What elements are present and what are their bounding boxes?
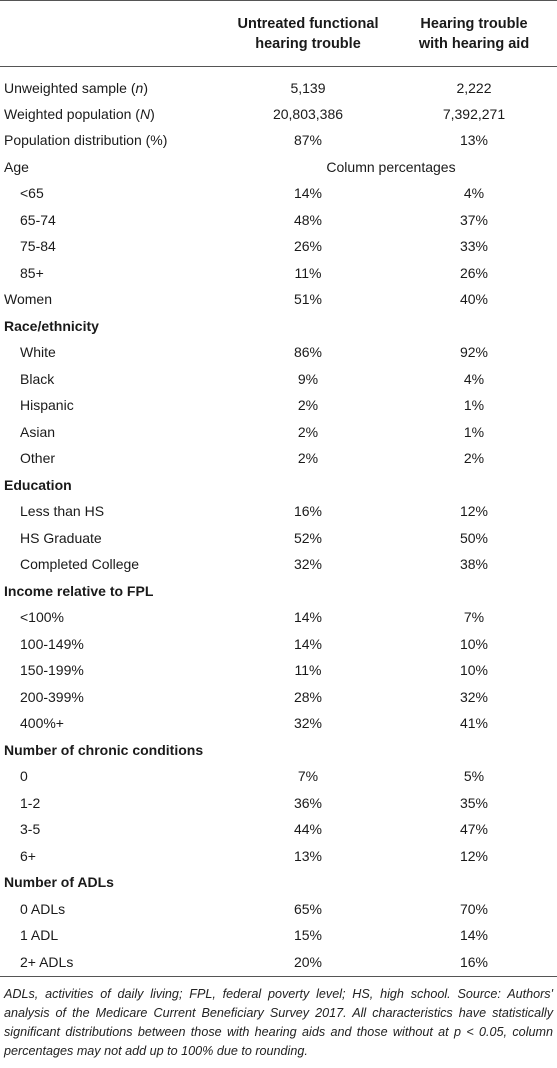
value-untreated: 14% (293, 185, 323, 202)
row-label-text: 65-74 (20, 211, 56, 228)
row-label-text: Asian (20, 423, 56, 440)
value-untreated: 13% (293, 847, 323, 864)
value-hearing-aid: 4% (463, 185, 485, 202)
value-hearing-aid: 37% (459, 211, 489, 228)
table-row (0, 684, 557, 711)
empty-cell (391, 472, 557, 499)
table-row (0, 790, 557, 817)
value-hearing-aid: 92% (459, 344, 489, 361)
row-label-text: Number of ADLs (4, 874, 114, 891)
footnote-text: ADLs, activities of daily living; FPL, federal poverty level; HS, high school. Source: Authors' analysis of the Medicare Current Beneficiary Survey 2017. All characteristics have statistically significant distributions between those with hearing aids and those without at (4, 987, 553, 1039)
value-hearing-aid: 12% (459, 503, 489, 520)
row-label (0, 578, 225, 605)
row-label-text: 400%+ (20, 715, 64, 732)
value-hearing-aid: 1% (463, 423, 485, 440)
row-label (0, 339, 225, 366)
row-label (0, 763, 225, 790)
empty-cell (391, 578, 557, 605)
row-label (0, 180, 225, 207)
value-hearing-aid: 40% (459, 291, 489, 308)
value-hearing-aid: 33% (459, 238, 489, 255)
value-untreated: 7% (297, 768, 319, 785)
table-row (0, 843, 557, 870)
row-label (0, 207, 225, 234)
table-row (0, 604, 557, 631)
table-footnote (0, 977, 557, 1061)
row-label-text: Less than HS (20, 503, 105, 520)
row-label (0, 869, 225, 896)
row-label (0, 313, 225, 340)
table-row (0, 896, 557, 923)
section-header-row (0, 313, 557, 340)
row-label-text: Other (20, 450, 56, 467)
value-untreated: 32% (293, 715, 323, 732)
row-label-text: Number of chronic conditions (4, 741, 204, 758)
row-label-text: Income relative to FPL (4, 582, 154, 599)
row-label (0, 604, 225, 631)
row-label-end: ) (143, 79, 148, 96)
row-label (0, 419, 225, 446)
value-hearing-aid: 10% (459, 635, 489, 652)
value-hearing-aid: 32% (459, 688, 489, 705)
value-untreated: 86% (293, 344, 323, 361)
value-untreated: 2% (297, 397, 319, 414)
value-hearing-aid: 38% (459, 556, 489, 573)
row-label-text: Education (4, 476, 72, 493)
value-hearing-aid: 2,222 (456, 79, 492, 96)
row-label-text: 6+ (20, 847, 36, 864)
table-header (0, 1, 557, 67)
value-untreated: 28% (293, 688, 323, 705)
row-label (0, 472, 225, 499)
row-label-text: Weighted population ( (4, 105, 140, 122)
value-hearing-aid: 10% (459, 662, 489, 679)
empty-cell (225, 472, 391, 499)
value-untreated: 2% (297, 450, 319, 467)
value-untreated: 15% (293, 927, 323, 944)
empty-cell (391, 737, 557, 764)
value-hearing-aid: 7% (463, 609, 485, 626)
value-hearing-aid: 4% (463, 370, 485, 387)
row-label-text: 1 ADL (20, 927, 59, 944)
empty-cell (391, 869, 557, 896)
value-untreated: 20% (293, 954, 323, 971)
row-label-end: ) (150, 105, 155, 122)
row-label (0, 286, 225, 313)
footnote-text-end: < 0.05, column percentages may not add up to 100% due to rounding. (4, 1025, 553, 1058)
header-hearing-aid-line2: with hearing aid (418, 35, 530, 52)
row-label (0, 154, 225, 181)
value-untreated: 52% (293, 529, 323, 546)
value-hearing-aid: 47% (459, 821, 489, 838)
table-row (0, 657, 557, 684)
value-hearing-aid: 14% (459, 927, 489, 944)
value-hearing-aid: 7,392,271 (442, 105, 506, 122)
empty-cell (225, 869, 391, 896)
value-hearing-aid: 12% (459, 847, 489, 864)
row-label (0, 366, 225, 393)
value-hearing-aid: 16% (459, 954, 489, 971)
row-label (0, 790, 225, 817)
table-row (0, 445, 557, 472)
value-hearing-aid: 50% (459, 529, 489, 546)
row-label-text: 85+ (20, 264, 44, 281)
value-hearing-aid: 70% (459, 900, 489, 917)
row-label (0, 843, 225, 870)
table-row (0, 763, 557, 790)
row-label-text: 3-5 (20, 821, 41, 838)
table-row (0, 67, 557, 101)
table-row (0, 525, 557, 552)
row-label-text: Completed College (20, 556, 140, 573)
row-label-text: 75-84 (20, 238, 56, 255)
value-hearing-aid: 26% (459, 264, 489, 281)
table-row (0, 207, 557, 234)
header-empty-cell (0, 1, 225, 67)
value-hearing-aid: 2% (463, 450, 485, 467)
value-untreated: 26% (293, 238, 323, 255)
value-untreated: 36% (293, 794, 323, 811)
row-label-text: Population distribution (%) (4, 132, 168, 149)
row-label-variable: N (139, 105, 151, 122)
value-untreated: 5,139 (290, 79, 326, 96)
row-label (0, 445, 225, 472)
row-label (0, 260, 225, 287)
row-label-text: <100% (20, 609, 64, 626)
row-label (0, 657, 225, 684)
section-header-row (0, 472, 557, 499)
table-row (0, 949, 557, 977)
empty-cell (225, 313, 391, 340)
value-untreated: 20,803,386 (272, 105, 344, 122)
table-row (0, 498, 557, 525)
row-label-text: HS Graduate (20, 529, 102, 546)
table-row (0, 816, 557, 843)
value-untreated: 2% (297, 423, 319, 440)
empty-cell (391, 313, 557, 340)
value-hearing-aid: 13% (459, 132, 489, 149)
row-label-text: 100-149% (20, 635, 84, 652)
header-untreated-line2: hearing trouble (255, 35, 361, 52)
row-label-text: White (20, 344, 56, 361)
table-body (0, 67, 557, 977)
row-label (0, 896, 225, 923)
value-hearing-aid: 1% (463, 397, 485, 414)
row-label (0, 816, 225, 843)
section-header-row (0, 578, 557, 605)
table-row (0, 339, 557, 366)
table-row (0, 631, 557, 658)
value-untreated: 87% (293, 132, 323, 149)
header-hearing-aid-line1: Hearing trouble (420, 15, 528, 32)
table-row (0, 366, 557, 393)
value-untreated: 16% (293, 503, 323, 520)
empty-cell (225, 578, 391, 605)
value-hearing-aid: 41% (459, 715, 489, 732)
value-untreated: 32% (293, 556, 323, 573)
row-label (0, 949, 225, 977)
row-label (0, 392, 225, 419)
empty-cell (225, 737, 391, 764)
table-row (0, 154, 557, 181)
row-label (0, 498, 225, 525)
row-label (0, 710, 225, 737)
row-label-text: Age (4, 158, 29, 175)
column-percentages-note: Column percentages (326, 158, 456, 175)
row-label (0, 922, 225, 949)
row-label (0, 67, 225, 101)
row-label (0, 737, 225, 764)
table-row (0, 710, 557, 737)
row-label-text: 1-2 (20, 794, 41, 811)
table-row (0, 260, 557, 287)
footnote-p: p (454, 1025, 462, 1039)
row-label-text: Black (20, 370, 55, 387)
row-label-text: <65 (20, 185, 44, 202)
row-label-text: 0 ADLs (20, 900, 66, 917)
value-hearing-aid: 5% (463, 768, 485, 785)
row-label-text: 200-399% (20, 688, 84, 705)
row-label-text: Unweighted sample ( (4, 79, 136, 96)
table-row (0, 127, 557, 154)
row-label-text: 0 (20, 768, 28, 785)
value-untreated: 11% (294, 662, 322, 679)
row-label-text: Women (4, 291, 52, 308)
table-row (0, 419, 557, 446)
header-untreated (225, 1, 391, 67)
row-label-text: 2+ ADLs (20, 954, 74, 971)
row-label-text: Hispanic (20, 397, 74, 414)
value-untreated: 14% (293, 635, 323, 652)
row-label-text: Race/ethnicity (4, 317, 99, 334)
row-label-text: 150-199% (20, 662, 84, 679)
value-untreated: 51% (293, 291, 323, 308)
row-label (0, 684, 225, 711)
section-header-row (0, 737, 557, 764)
value-hearing-aid: 35% (459, 794, 489, 811)
value-untreated: 14% (293, 609, 323, 626)
row-label (0, 525, 225, 552)
value-untreated: 11% (294, 264, 322, 281)
table-row (0, 551, 557, 578)
value-untreated: 65% (293, 900, 323, 917)
row-label (0, 631, 225, 658)
row-label (0, 551, 225, 578)
header-untreated-line1: Untreated functional (237, 15, 379, 32)
row-label (0, 233, 225, 260)
row-label (0, 127, 225, 154)
header-hearing-aid (391, 1, 557, 67)
value-untreated: 44% (293, 821, 323, 838)
header-row (0, 1, 557, 67)
value-untreated: 9% (297, 370, 319, 387)
table-row (0, 101, 557, 128)
table-row (0, 233, 557, 260)
table-row (0, 922, 557, 949)
row-label-variable: n (135, 79, 144, 96)
value-untreated: 48% (293, 211, 323, 228)
row-label (0, 101, 225, 128)
table-row (0, 392, 557, 419)
table-row (0, 180, 557, 207)
section-header-row (0, 869, 557, 896)
table-row (0, 286, 557, 313)
